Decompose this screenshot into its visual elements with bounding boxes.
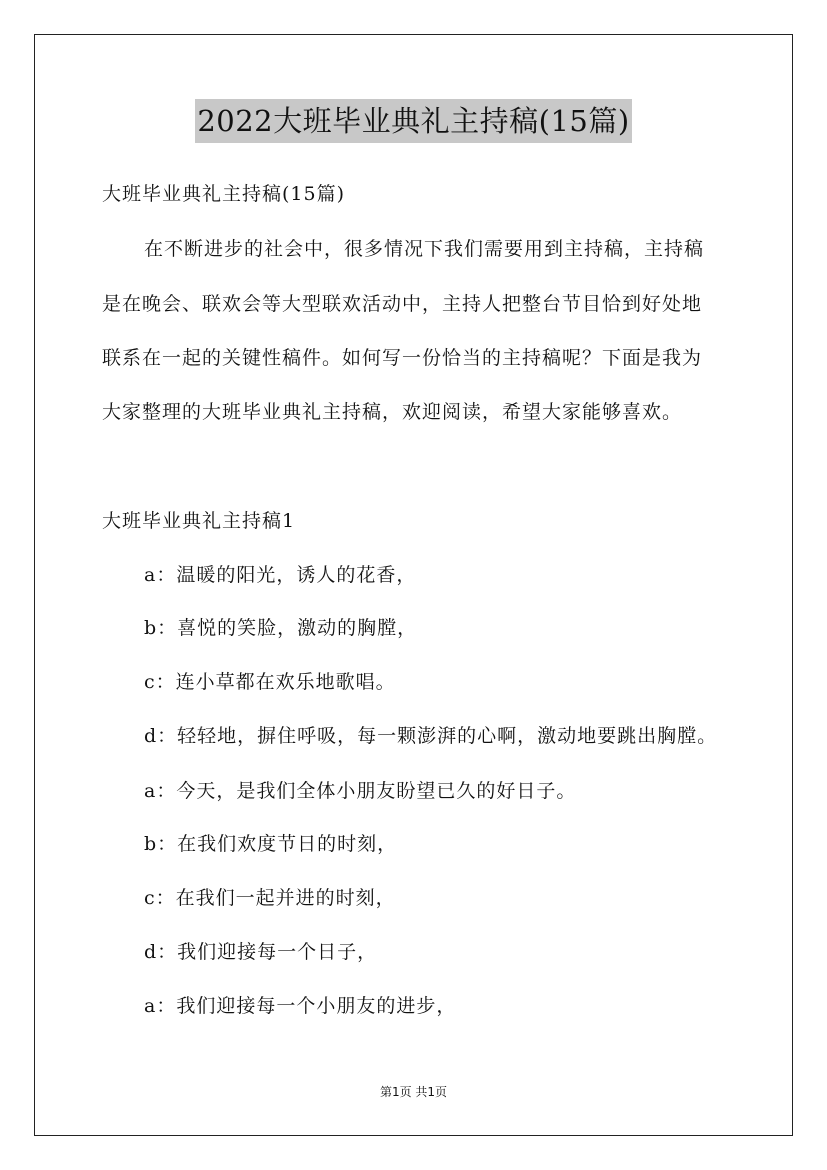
dialogue-line-1: a：温暖的阳光，诱人的花香， [144,564,417,586]
dialogue-line-6: b：在我们欢度节日的时刻， [144,833,398,855]
page-footer: 第1页 共1页 [379,1085,448,1099]
dialogue-line-5: a：今天，是我们全体小朋友盼望已久的好日子。 [144,780,577,802]
document-title: 2022大班毕业典礼主持稿(15篇) [195,99,631,143]
intro-line-1: 在不断进步的社会中，很多情况下我们需要用到主持稿，主持稿 [144,238,705,260]
dialogue-line-7: c：在我们一起并进的时刻， [144,887,396,909]
section-heading: 大班毕业典礼主持稿1 [102,510,296,532]
document-subtitle: 大班毕业典礼主持稿(15篇) [102,183,346,205]
dialogue-line-9: a：我们迎接每一个小朋友的进步， [144,995,457,1017]
intro-line-2: 是在晚会、联欢会等大型联欢活动中，主持人把整台节目恰到好处地 [102,293,703,315]
dialogue-line-2: b：喜悦的笑脸，激动的胸膛， [144,617,418,639]
intro-line-3: 联系在一起的关键性稿件。如何写一份恰当的主持稿呢？下面是我为 [102,347,703,369]
dialogue-line-3: c：连小草都在欢乐地歌唱。 [144,671,396,693]
dialogue-line-4: d：轻轻地，摒住呼吸，每一颗澎湃的心啊，激动地要跳出胸膛。 [144,725,718,747]
title-container [0,99,827,143]
dialogue-line-8: d：我们迎接每一个日子， [144,941,378,963]
intro-line-4: 大家整理的大班毕业典礼主持稿，欢迎阅读，希望大家能够喜欢。 [102,401,683,423]
